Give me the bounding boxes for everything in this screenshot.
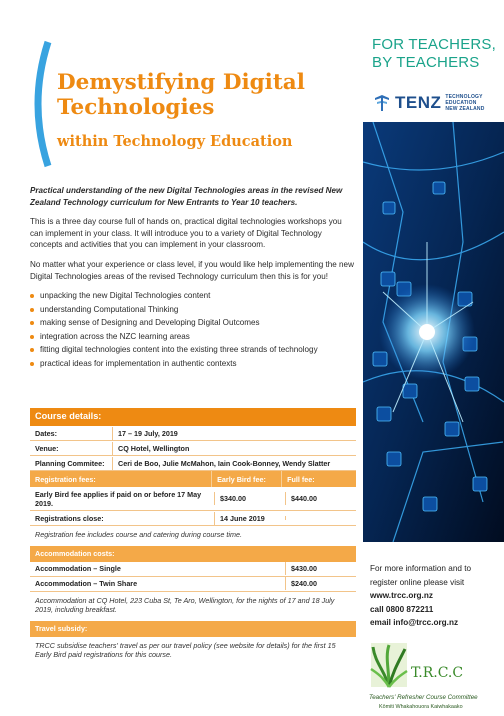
registration-heading-row (30, 471, 356, 487)
dates-label: Dates: (35, 428, 57, 438)
list-item: making sense of Designing and Developing Digital Outcomes (30, 316, 356, 330)
trcc-name: T.R.C.C (411, 665, 464, 681)
list-item: understanding Computational Thinking (30, 303, 356, 317)
tenz-mark-icon (372, 93, 392, 113)
course-details-heading: Course details: (30, 408, 356, 426)
empty-cell (285, 516, 356, 520)
venue-value: CQ Hotel, Wellington (112, 442, 356, 455)
accommodation-heading: Accommodation costs: (30, 546, 356, 562)
table-row (30, 511, 356, 526)
contact-info (370, 562, 500, 630)
registration-heading: Registration fees: (35, 474, 96, 484)
trcc-logo (365, 641, 501, 713)
list-item: unpacking the new Digital Technologies content (30, 289, 356, 303)
full-fee-column-header: Full fee: (281, 471, 351, 487)
title-line-2: Technologies (57, 95, 215, 120)
accommodation-note: Accommodation at CQ Hotel, 223 Cuba St, Te Aro, Wellington, for the nights of 17 and 18 July 2019, including breakfast. (35, 595, 335, 614)
phone-number: call 0800 872211 (370, 604, 434, 614)
early-bird-column-header: Early Bird fee: (211, 471, 281, 487)
intro-paragraph-2: No matter what your experience or class level, if you would like help implementing the new Digital Technologies areas of the revised Technology curriculum then this is for you! (30, 259, 354, 281)
topic-list (30, 289, 356, 370)
table-row (30, 426, 356, 441)
full-fee: $440.00 (285, 492, 356, 505)
early-bird-condition: Early Bird fee applies if paid on or before 17 May 2019. (35, 489, 202, 508)
accommodation-single-label: Accommodation – Single (35, 564, 121, 573)
registration-note: Registration fee includes course and catering during course time. (35, 530, 242, 539)
flax-plant-icon (371, 643, 407, 687)
table-row (30, 441, 356, 456)
dates-value: 17 – 19 July, 2019 (112, 427, 356, 440)
tagline-line-2: BY TEACHERS (372, 54, 480, 71)
list-item: integration across the NZC learning areas (30, 330, 356, 344)
table-row (30, 487, 356, 511)
course-details-table (30, 408, 356, 666)
course-description (30, 185, 356, 370)
intro-lead: Practical understanding of the new Digital Technologies areas in the revised New Zealand Technology curriculum for New Entrants to Year 10 teachers. (30, 186, 343, 207)
website-link[interactable]: www.trcc.org.nz (370, 591, 433, 600)
intro-paragraph-1: This is a three day course full of hands on, practical digital technologies workshops you can implement in your class. It will introduce you to a variety of Digital Technology concepts and activities that you can implement in your classroom. (30, 217, 342, 250)
tenz-logo (372, 90, 500, 116)
trcc-maori-name: Kōmiti Whakahouora Kaiwhakaako (379, 704, 463, 710)
registrations-close-date: 14 June 2019 (214, 512, 285, 525)
table-row (30, 562, 356, 577)
list-item: fitting digital technologies content into the existing three strands of technology (30, 343, 356, 357)
title-line-1: Demystifying Digital (57, 70, 305, 95)
table-row (30, 577, 356, 592)
tagline-line-1: FOR TEACHERS, (372, 36, 497, 53)
venue-label: Venue: (35, 443, 59, 453)
table-row (30, 456, 356, 471)
travel-subsidy-heading: Travel subsidy: (30, 621, 356, 637)
trcc-full-name: Teachers' Refresher Course Committee (369, 694, 478, 701)
tenz-wordmark: TENZ (395, 93, 442, 112)
page-subtitle: within Technology Education (57, 133, 293, 150)
tenz-subtitle: TECHNOLOGY EDUCATION NEW ZEALAND (445, 94, 485, 112)
accommodation-single-cost: $430.00 (285, 562, 356, 575)
tagline (372, 36, 500, 72)
info-line-2: register online please visit (370, 577, 465, 587)
committee-value: Ceri de Boo, Julie McMahon, Iain Cook-Bonney, Wendy Slatter (112, 457, 356, 470)
accommodation-twin-cost: $240.00 (285, 577, 356, 590)
technology-photo (363, 122, 504, 542)
committee-label: Planning Commitee: (35, 458, 105, 468)
registrations-close-label: Registrations close: (35, 513, 104, 523)
list-item: practical ideas for implementation in authentic contexts (30, 357, 356, 371)
email-link[interactable]: email info@trcc.org.nz (370, 618, 459, 627)
accommodation-twin-label: Accommodation – Twin Share (35, 579, 138, 588)
info-line-1: For more information and to (370, 564, 472, 573)
page-title (57, 70, 305, 120)
travel-subsidy-note: TRCC subsidise teachers' travel as per our travel policy (see website for details) for the first 15 Early Bird paid registrations for this course. (35, 640, 336, 659)
early-bird-fee: $340.00 (214, 492, 285, 505)
